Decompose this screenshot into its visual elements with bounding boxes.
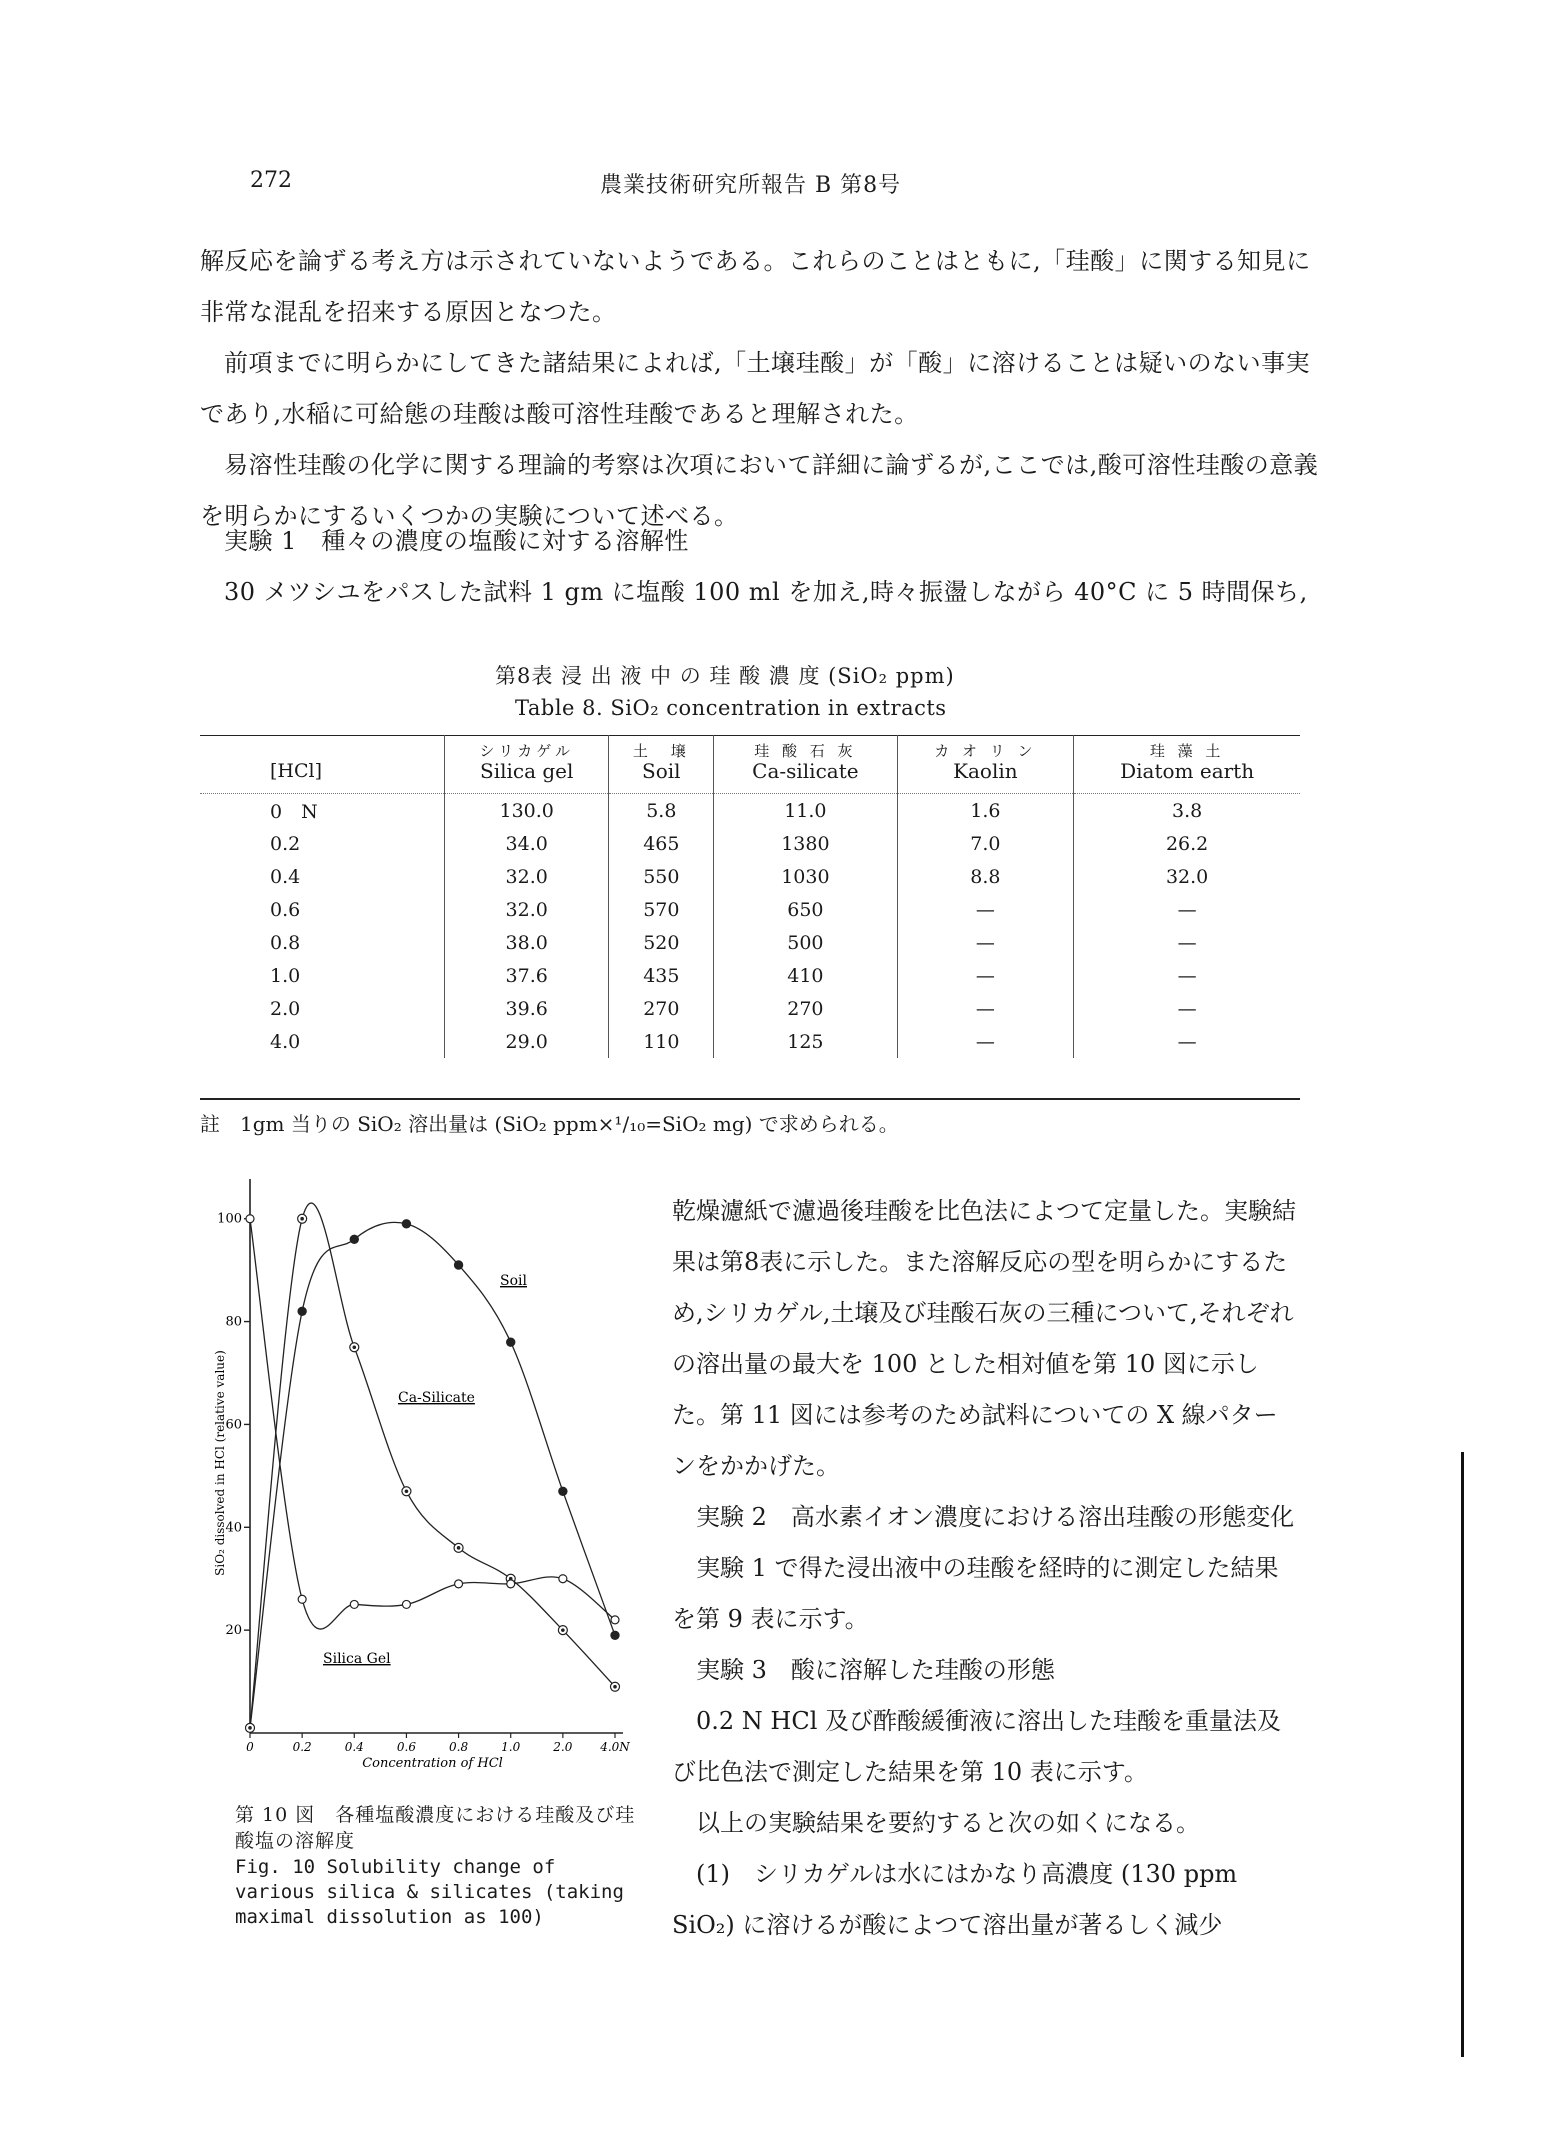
experiment3-title: 実験 3 酸に溶解した珪酸の形態 xyxy=(696,1656,1055,1684)
y-tick-label: 100 xyxy=(217,1211,242,1227)
data-point-soil xyxy=(350,1235,358,1243)
col-header-kaolin: カ オ リ ン Kaolin xyxy=(897,735,1074,794)
data-point-center-ca-silicate xyxy=(457,1546,461,1550)
intro-paragraph-1: 解反応を論ずる考え方は示されていないようである。これらのことはともに,「珪酸」に関する知見に非常な混乱を招来する原因となつた。 xyxy=(200,247,1311,326)
series-label-ca-silicate: Ca-Silicate xyxy=(398,1390,475,1406)
table-row: 0 N 130.0 5.8 11.0 1.6 3.8 xyxy=(200,794,1300,828)
table-row: 0.4 32.0 550 1030 8.8 32.0 xyxy=(200,860,1300,893)
right-paragraph-1: 乾燥濾紙で濾過後珪酸を比色法によつて定量した。実験結果は第8表に示した。また溶解反応の型を明らかにするため,シリカゲル,土壌及び珪酸石灰の三種について,それぞれの溶出量の最大を 100 とした相対値を第 10 図に示した。第 11 図には参考のため試料についての X 線パターンをかかげた。 xyxy=(672,1197,1296,1480)
chart-labels xyxy=(213,1273,527,1771)
table-row: 0.8 38.0 520 500 — — xyxy=(200,926,1300,959)
y-tick-label: 80 xyxy=(225,1314,242,1330)
chart-series xyxy=(246,1203,620,1732)
data-point-center-ca-silicate xyxy=(405,1489,409,1493)
y-tick-label: 60 xyxy=(225,1417,242,1433)
x-tick-label: 0.2 xyxy=(292,1740,312,1754)
data-point-silica-gel xyxy=(507,1580,515,1588)
series-label-silica-gel: Silica Gel xyxy=(323,1651,391,1667)
right-paragraph-5: (1) シリカゲルは水にはかなり高濃度 (130 ppm SiO₂) に溶けるが酸によつて溶出量が著るしく減少 xyxy=(672,1860,1238,1939)
col-header-ca-silicate: 珪 酸 石 灰 Ca-silicate xyxy=(714,735,897,794)
data-point-silica-gel xyxy=(402,1600,410,1608)
series-line-soil xyxy=(250,1222,615,1727)
journal-header: 農業技術研究所報告 B 第8号 xyxy=(600,173,902,198)
y-tick-label: 20 xyxy=(225,1623,242,1639)
data-point-silica-gel xyxy=(350,1600,358,1608)
table-bottom-rule xyxy=(200,1098,1300,1100)
table-row: 2.0 39.6 270 270 — — xyxy=(200,992,1300,1025)
data-point-soil xyxy=(454,1261,462,1269)
table-header-row xyxy=(200,735,1300,794)
data-point-center-ca-silicate xyxy=(561,1628,565,1632)
data-point-soil xyxy=(611,1631,619,1639)
intro-paragraph-3: 易溶性珪酸の化学に関する理論的考察は次項において詳細に論ずるが,ここでは,酸可溶性珪酸の意義を明らかにするいくつかの実験について述べる。 xyxy=(200,451,1319,530)
x-tick-label: 4.0N xyxy=(600,1740,630,1754)
y-axis-label: SiO₂ dissolved in HCl (relative value) xyxy=(213,1350,227,1576)
series-line-ca-silicate xyxy=(250,1203,615,1728)
intro-paragraph-2: 前項までに明らかにしてきた諸結果によれば,「土壌珪酸」が「酸」に溶けることは疑いのない事実であり,水稲に可給態の珪酸は酸可溶性珪酸であると理解された。 xyxy=(200,349,1311,428)
table8 xyxy=(200,735,1300,1058)
data-point-silica-gel xyxy=(559,1575,567,1583)
table-row: 0.6 32.0 570 650 — — xyxy=(200,893,1300,926)
x-tick-label: 1.0 xyxy=(501,1740,521,1754)
data-point-silica-gel xyxy=(611,1616,619,1624)
figure10-caption-jp: 第 10 図 各種塩酸濃度における珪酸及び珪酸塩の溶解度 xyxy=(235,1804,636,1852)
data-point-soil xyxy=(402,1220,410,1228)
col-header-soil: 土 壌 Soil xyxy=(609,735,714,794)
experiment1-text: 30 メツシユをパスした試料 1 gm に塩酸 100 ml を加え,時々振盪しながら 40°C に 5 時間保ち, xyxy=(224,578,1308,606)
right-paragraph-3: 0.2 N HCl 及び酢酸緩衝液に溶出した珪酸を重量法及び比色法で測定した結果を第 10 表に示す。 xyxy=(672,1707,1282,1786)
data-point-soil xyxy=(507,1338,515,1346)
data-point-soil xyxy=(298,1307,306,1315)
col-header-diatom-earth: 珪 藻 土 Diatom earth xyxy=(1074,735,1300,794)
x-tick-label: 0.4 xyxy=(344,1740,364,1754)
table8-title-jp: 第8表 浸 出 液 中 の 珪 酸 濃 度 (SiO₂ ppm) xyxy=(495,664,955,688)
col-header-hcl: [HCl] xyxy=(200,735,445,794)
data-point-silica-gel xyxy=(298,1595,306,1603)
right-column-text xyxy=(672,1186,1297,1951)
data-point-soil xyxy=(559,1487,567,1495)
data-point-center-ca-silicate xyxy=(613,1685,617,1689)
data-point-silica-gel xyxy=(246,1215,254,1223)
series-line-silica-gel xyxy=(250,1219,615,1629)
right-paragraph-4: 以上の実験結果を要約すると次の如くになる。 xyxy=(696,1809,1200,1837)
right-paragraph-2: 実験 1 で得た浸出液中の珪酸を経時的に測定した結果を第 9 表に示す。 xyxy=(672,1554,1279,1633)
page-number: 272 xyxy=(250,168,292,193)
data-point-center-ca-silicate xyxy=(300,1217,304,1221)
experiment2-title: 実験 2 高水素イオン濃度における溶出珪酸の形態変化 xyxy=(696,1503,1295,1531)
data-point-center-ca-silicate xyxy=(352,1345,356,1349)
x-tick-label: 0.8 xyxy=(449,1740,469,1754)
table8-note: 註 1gm 当りの SiO₂ 溶出量は (SiO₂ ppm×¹/₁₀=SiO₂ mg) で求められる。 xyxy=(200,1112,899,1136)
x-tick-label: 0 xyxy=(246,1740,254,1754)
x-axis-label: Concentration of HCl xyxy=(362,1756,503,1771)
data-point-center-ca-silicate xyxy=(248,1726,252,1730)
col-header-silica-gel: シリカゲル Silica gel xyxy=(445,735,609,794)
figure10-caption-en: Fig. 10 Solubility change of various silica & silicates (taking maximal dissolution as 100) xyxy=(235,1856,624,1928)
table-row: 1.0 37.6 435 410 — — xyxy=(200,959,1300,992)
table-row: 4.0 29.0 110 125 — — xyxy=(200,1025,1300,1058)
data-point-silica-gel xyxy=(455,1580,463,1588)
table-row: 0.2 34.0 465 1380 7.0 26.2 xyxy=(200,827,1300,860)
table8-title-en: Table 8. SiO₂ concentration in extracts xyxy=(515,696,947,720)
series-label-soil: Soil xyxy=(500,1273,527,1289)
experiment1-title: 実験 1 種々の濃度の塩酸に対する溶解性 xyxy=(224,527,689,555)
margin-rule xyxy=(1461,1452,1464,2057)
y-tick-label: 40 xyxy=(225,1520,242,1536)
chart-ticks xyxy=(217,1212,630,1754)
x-tick-label: 0.6 xyxy=(396,1740,416,1754)
x-tick-label: 2.0 xyxy=(553,1740,573,1754)
chart-axes xyxy=(250,1179,623,1733)
figure10-chart xyxy=(210,1165,655,1790)
